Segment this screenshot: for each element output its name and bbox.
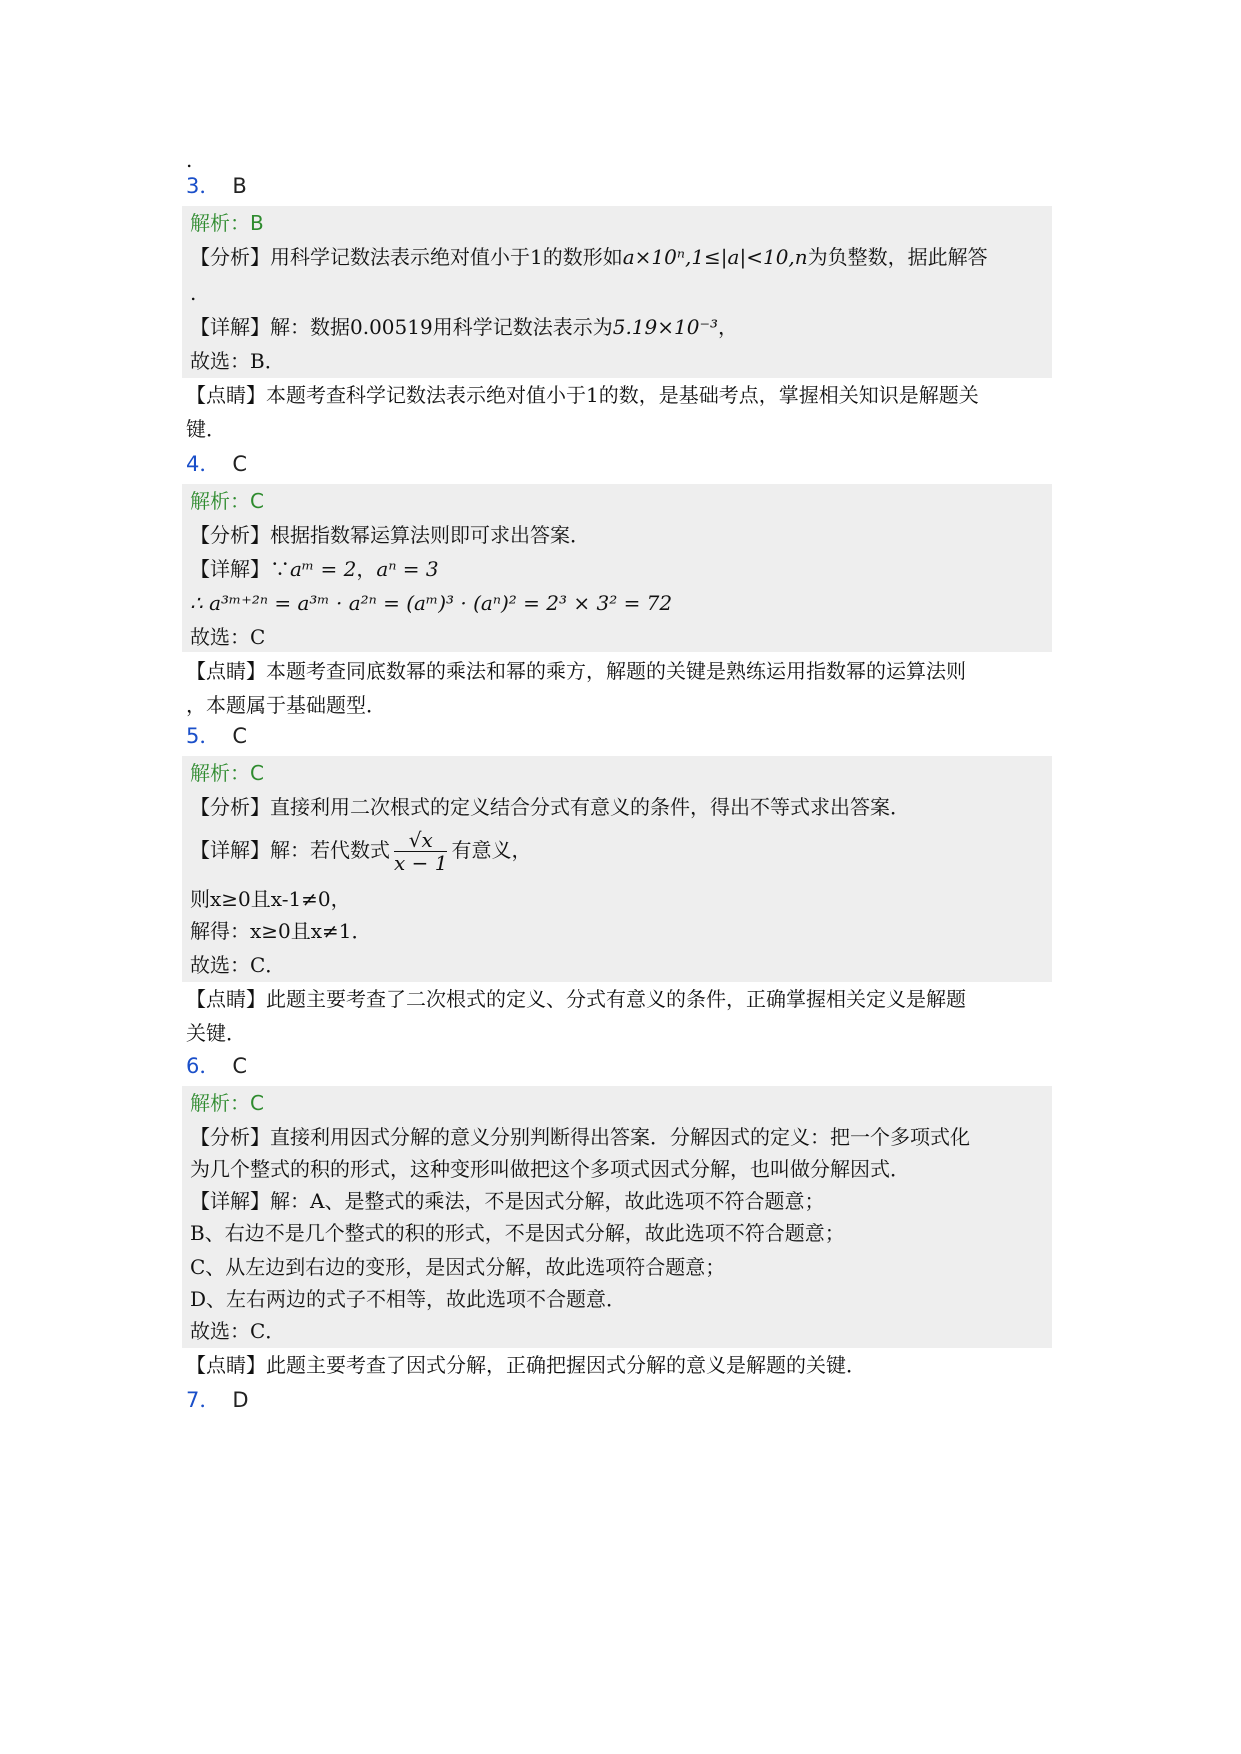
xiangjie-option-c: C、从左边到右边的变形，是因式分解，故此选项符合题意；	[190, 1255, 726, 1279]
dianjing-line: 【点睛】此题主要考查了二次根式的定义、分式有意义的条件，正确掌握相关定义是解题	[186, 987, 966, 1011]
fenxi-continuation: .	[190, 281, 197, 305]
question-4-header	[186, 448, 247, 480]
question-answer: C	[232, 724, 248, 748]
question-number: 6．	[186, 1054, 221, 1078]
question-number: 3．	[186, 174, 221, 198]
question-number: 7．	[186, 1388, 221, 1412]
fenxi-line: 【分析】直接利用二次根式的定义结合分式有意义的条件，得出不等式求出答案．	[190, 795, 910, 819]
dianjing-line: 【点睛】此题主要考查了因式分解，正确把握因式分解的意义是解题的关键．	[186, 1353, 866, 1377]
xiangjie-line: 【详解】解：数据0.00519用科学记数法表示为5.19×10⁻³，	[190, 315, 739, 339]
therefore-line: ∴ a³ᵐ⁺²ⁿ = a³ᵐ · a²ⁿ = (aᵐ)³ · (aⁿ)² = 2³ × 3² = 72	[190, 591, 673, 615]
question-number: 4．	[186, 452, 221, 476]
jiexi-line: 解析：B	[190, 211, 264, 235]
question-5-header	[186, 720, 247, 752]
xiangjie-option-b: B、右边不是几个整式的积的形式，不是因式分解，故此选项不符合题意；	[190, 1221, 845, 1245]
xiangjie-line: 【详解】解：若代数式 $\frac{√x}{x - 1}$ 有意义，	[190, 828, 532, 875]
question-answer: D	[232, 1388, 249, 1412]
question-6-header	[186, 1050, 247, 1082]
guxuan-line: 故选：C．	[190, 953, 286, 977]
guxuan-line: 故选：C	[190, 625, 266, 649]
jiexi-line: 解析：C	[190, 489, 264, 513]
solution-line: 解得：x≥0且x≠1．	[190, 919, 372, 943]
dianjing-continuation: 关键．	[186, 1021, 246, 1045]
question-7-header	[186, 1384, 249, 1416]
jiexi-line: 解析：C	[190, 761, 264, 785]
xiangjie-line: 【详解】∵aᵐ = 2，aⁿ = 3	[190, 557, 439, 581]
question-answer: C	[232, 1054, 248, 1078]
leading-dot: .	[186, 148, 193, 172]
dianjing-continuation: 键．	[186, 417, 226, 441]
fraction: $\frac{√x}{x - 1}$	[394, 828, 448, 875]
jiexi-line: 解析：C	[190, 1091, 264, 1115]
xiangjie-line: 【详解】解：A、是整式的乘法，不是因式分解，故此选项不符合题意；	[190, 1189, 825, 1213]
fenxi-line: 【分析】直接利用因式分解的意义分别判断得出答案．分解因式的定义：把一个多项式化	[190, 1125, 970, 1149]
question-3-header	[186, 170, 247, 202]
xiangjie-option-d: D、左右两边的式子不相等，故此选项不合题意．	[190, 1287, 627, 1311]
guxuan-line: 故选：C．	[190, 1319, 286, 1343]
guxuan-line: 故选：B．	[190, 349, 285, 373]
fenxi-line: 【分析】根据指数幂运算法则即可求出答案．	[190, 523, 590, 547]
fenxi-line: 【分析】用科学记数法表示绝对值小于1的数形如a×10ⁿ,1≤|a|<10,n为负整数，据此解答	[190, 245, 988, 269]
question-answer: B	[232, 174, 247, 198]
question-number: 5．	[186, 724, 221, 748]
condition-line: 则x≥0且x-1≠0，	[190, 887, 351, 911]
fenxi-continuation: 为几个整式的积的形式，这种变形叫做把这个多项式因式分解，也叫做分解因式．	[190, 1157, 910, 1181]
dianjing-line: 【点睛】本题考查同底数幂的乘法和幂的乘方，解题的关键是熟练运用指数幂的运算法则	[186, 659, 966, 683]
dianjing-continuation: ，本题属于基础题型．	[186, 693, 386, 717]
dianjing-line: 【点睛】本题考查科学记数法表示绝对值小于1的数，是基础考点，掌握相关知识是解题关	[186, 383, 979, 407]
question-answer: C	[232, 452, 248, 476]
